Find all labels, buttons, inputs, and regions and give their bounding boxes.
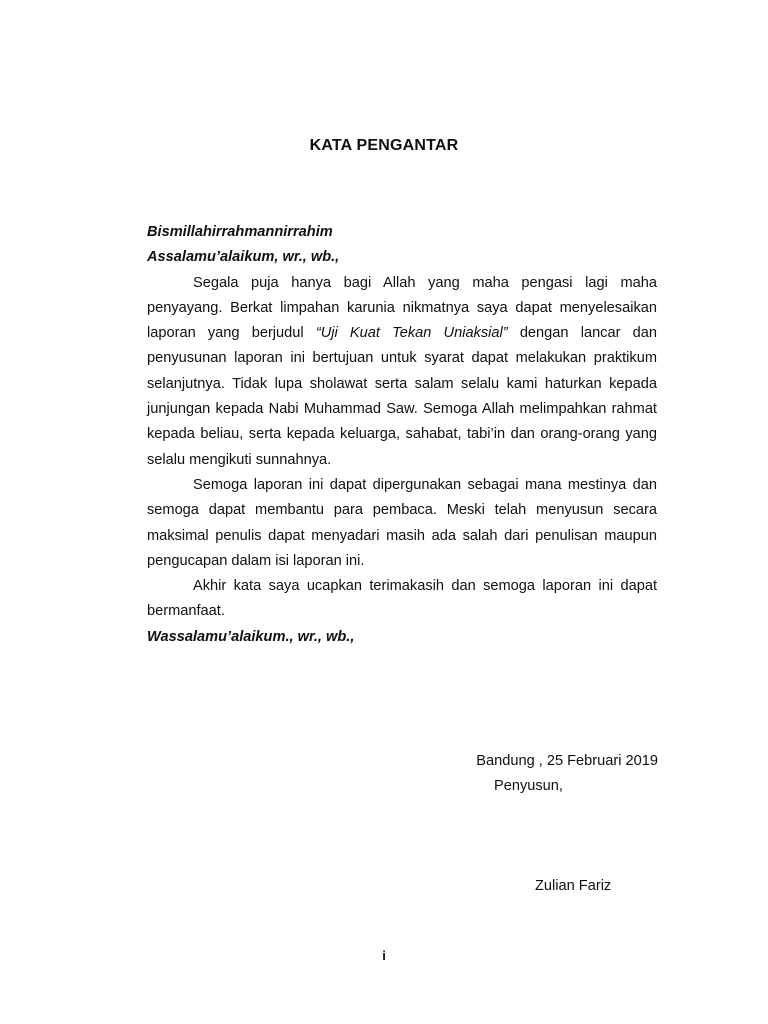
paragraph-2: Semoga laporan ini dapat dipergunakan sebagai mana mestinya dan semoga dapat membantu para pembaca. Meski telah menyusun secara maksimal penulis dapat menyadari masih ada salah dari penulisan maupun pengucapan dalam isi laporan ini. bbox=[147, 476, 657, 569]
page-title: KATA PENGANTAR bbox=[309, 137, 459, 154]
report-title: “Uji Kuat Tekan Uniaksial” bbox=[315, 325, 508, 342]
body-text bbox=[147, 220, 657, 650]
closing-salam: Wassalamu’alaikum., wr., wb., bbox=[147, 628, 355, 645]
opening-salam: Assalamu’alaikum, wr., wb., bbox=[147, 249, 340, 266]
author-name: Zulian Fariz bbox=[535, 878, 612, 894]
paragraph-1-text-b: dengan lancar dan penyusunan laporan ini bertujuan untuk syarat dapat melakukan praktikum selanjutnya. Tidak lupa sholawat serta salam selalu kami haturkan kepada junjungan kepada Nabi Muhammad Saw. Semoga Allah melimpahkan rahmat kepada beliau, serta kepada keluarga, sahabat, tabi’in dan orang-orang yang selalu mengikuti sunnahnya. bbox=[147, 325, 658, 468]
author-role: Penyusun, bbox=[494, 778, 563, 794]
paragraph-1 bbox=[147, 271, 657, 473]
opening-basmalah: Bismillahirrahmannirrahim bbox=[147, 224, 333, 240]
page-number: i bbox=[382, 948, 386, 963]
place-date: Bandung , 25 Februari 2019 bbox=[476, 753, 658, 769]
paragraph-1-text-a: Segala puja hanya bagi Allah yang maha pengasi lagi maha penyayang. Berkat limpahan karunia nikmatnya saya dapat menyelesaikan laporan yang berjudul bbox=[147, 274, 657, 342]
paragraph-3: Akhir kata saya ucapkan terimakasih dan semoga laporan ini dapat bermanfaat. bbox=[147, 578, 657, 620]
